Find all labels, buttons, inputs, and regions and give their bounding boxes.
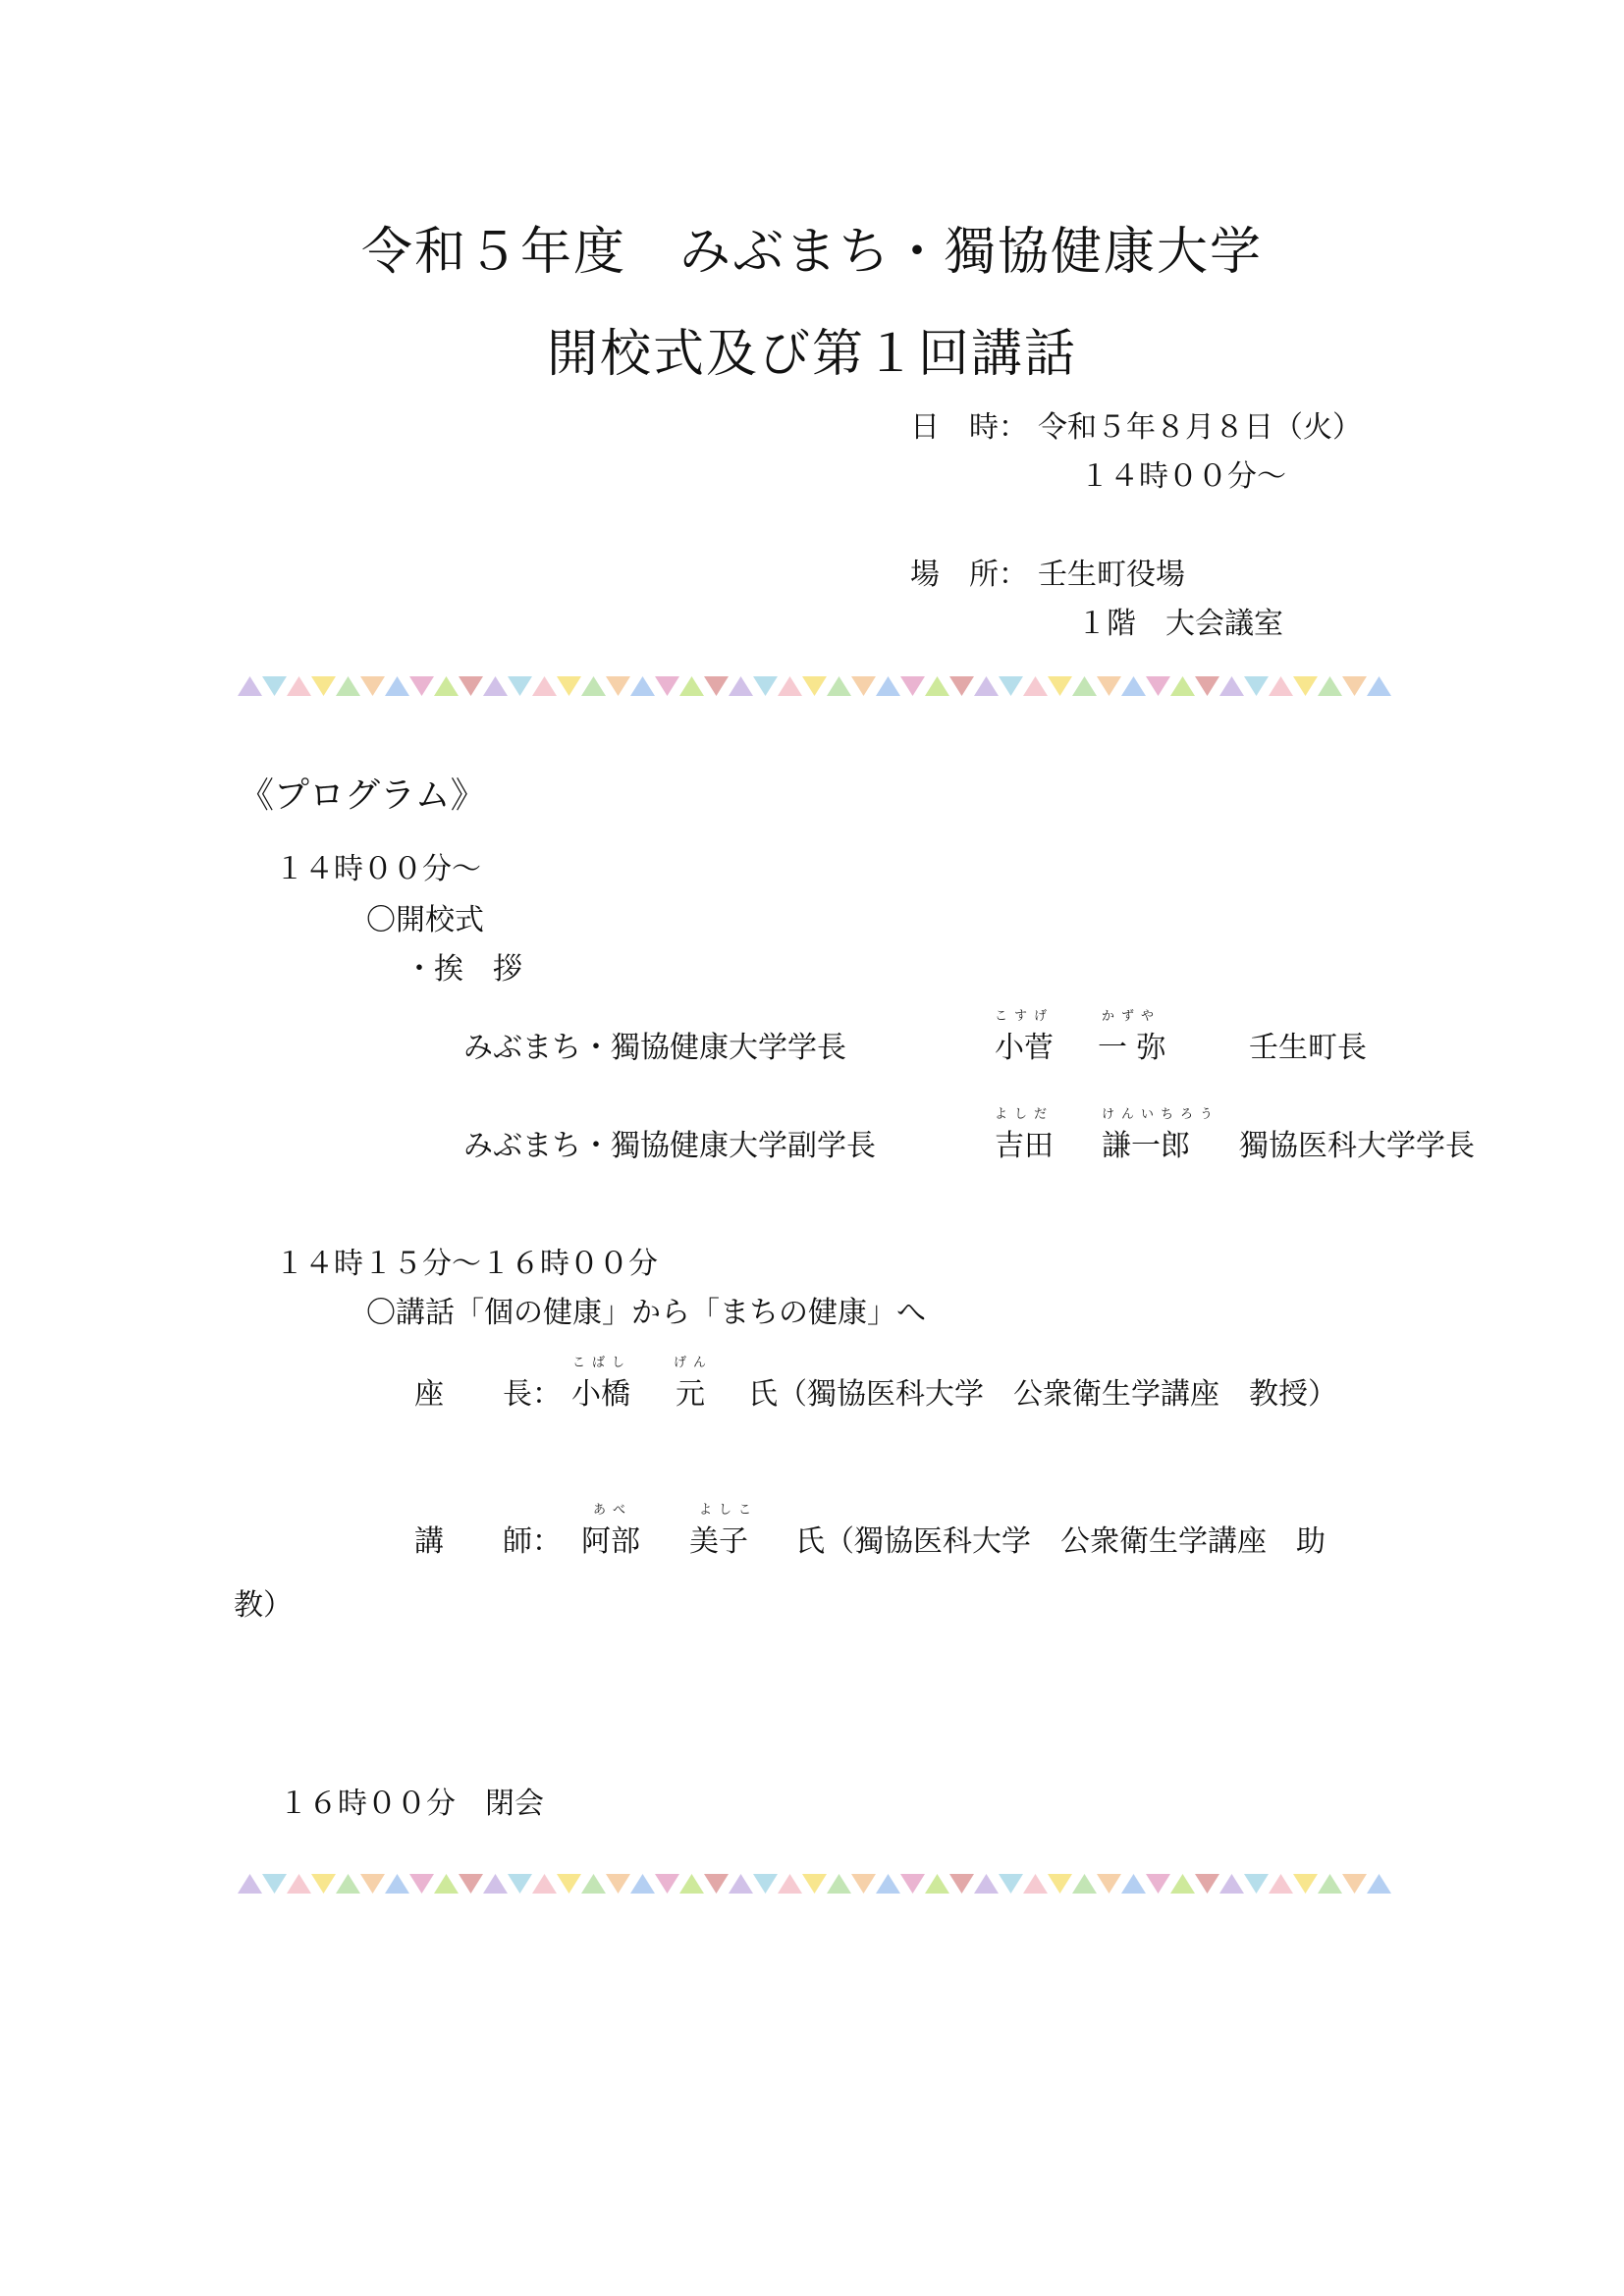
bunting-triangle bbox=[1048, 676, 1072, 696]
bunting-triangle bbox=[606, 1874, 630, 1894]
closing-time: １６時００分 閉会 bbox=[279, 1787, 544, 1821]
bunting-triangle bbox=[532, 676, 557, 696]
bunting-triangle bbox=[434, 1874, 459, 1894]
bunting-triangle bbox=[753, 1874, 778, 1894]
bunting-triangle bbox=[630, 1874, 655, 1894]
bunting-triangle bbox=[1342, 1874, 1367, 1894]
title-line-1: 令和５年度 みぶまち・獨協健康大学 bbox=[360, 223, 1263, 282]
bunting-triangle bbox=[311, 1874, 336, 1894]
vice-name-given: 謙一郎 bbox=[1102, 1129, 1190, 1163]
bunting-triangle bbox=[1342, 676, 1367, 696]
bunting-triangle bbox=[1170, 1874, 1195, 1894]
lecturer-label: 講 師： bbox=[414, 1524, 562, 1559]
president-name-family: 小菅 bbox=[995, 1031, 1054, 1065]
bunting-triangle bbox=[704, 676, 729, 696]
bunting-triangle bbox=[336, 1874, 360, 1894]
title-line-2: 開校式及び第１回講話 bbox=[546, 325, 1077, 384]
bunting-triangle bbox=[287, 1874, 311, 1894]
bunting-triangle bbox=[557, 1874, 581, 1894]
bunting-triangle bbox=[778, 1874, 802, 1894]
bunting-triangle bbox=[1269, 676, 1293, 696]
bunting-triangle bbox=[1072, 676, 1097, 696]
date-label: 日 時： bbox=[910, 410, 1028, 445]
bunting-triangle bbox=[238, 1874, 262, 1894]
room-value: １階 大会議室 bbox=[1077, 607, 1283, 641]
bunting-triangle bbox=[581, 1874, 606, 1894]
bunting-triangle bbox=[851, 1874, 876, 1894]
bunting-triangle bbox=[459, 676, 483, 696]
bunting-triangle bbox=[655, 676, 679, 696]
bunting-triangle bbox=[1023, 676, 1048, 696]
bunting-triangle bbox=[1293, 676, 1318, 696]
bunting-triangle bbox=[999, 676, 1023, 696]
lecturer-name-family: 阿部 bbox=[581, 1524, 640, 1559]
vice-title: 獨協医科大学学長 bbox=[1239, 1129, 1475, 1163]
bunting-triangle bbox=[925, 676, 949, 696]
bunting-triangle bbox=[459, 1874, 483, 1894]
lecture-title: 〇講話「個の健康」から「まちの健康」へ bbox=[366, 1296, 926, 1330]
bunting-triangle bbox=[655, 1874, 679, 1894]
president-title: 壬生町長 bbox=[1249, 1031, 1367, 1065]
bunting-triangle bbox=[1195, 676, 1219, 696]
bunting-triangle bbox=[827, 1874, 851, 1894]
bunting-triangle bbox=[1146, 676, 1170, 696]
bunting-divider-top bbox=[236, 672, 1394, 700]
time-2: １４時１５分～１６時００分 bbox=[275, 1247, 658, 1281]
bunting-triangle bbox=[557, 676, 581, 696]
bunting-triangle bbox=[900, 676, 925, 696]
lecturer-affiliation: 氏（獨協医科大学 公衆衛生学講座 助 bbox=[795, 1524, 1326, 1559]
bunting-triangle bbox=[1219, 1874, 1244, 1894]
bunting-triangle bbox=[336, 676, 360, 696]
bunting-triangle bbox=[802, 676, 827, 696]
vice-name-family: 吉田 bbox=[995, 1129, 1054, 1163]
bunting-triangle bbox=[802, 1874, 827, 1894]
bunting-triangle bbox=[1195, 1874, 1219, 1894]
bunting-triangle bbox=[1244, 1874, 1269, 1894]
bunting-triangle bbox=[1170, 676, 1195, 696]
bunting-triangle bbox=[679, 676, 704, 696]
chair-label: 座 長： bbox=[414, 1377, 562, 1412]
bunting-triangle bbox=[949, 676, 974, 696]
greeting: ・挨 拶 bbox=[405, 952, 522, 987]
bunting-triangle bbox=[1219, 676, 1244, 696]
bunting-triangle bbox=[949, 1874, 974, 1894]
bunting-divider-bottom bbox=[236, 1870, 1394, 1897]
chair-ruby-family: こばし bbox=[572, 1356, 632, 1370]
bunting-triangle bbox=[409, 676, 434, 696]
chair-name-family: 小橋 bbox=[571, 1377, 630, 1412]
bunting-triangle bbox=[630, 676, 655, 696]
lecturer-name-given: 美子 bbox=[689, 1524, 748, 1559]
bunting-triangle bbox=[1318, 1874, 1342, 1894]
bunting-triangle bbox=[1097, 1874, 1121, 1894]
bunting-triangle bbox=[679, 1874, 704, 1894]
bunting-triangle bbox=[434, 676, 459, 696]
opening-ceremony: 〇開校式 bbox=[366, 903, 484, 937]
lecturer-affiliation-cont: 教） bbox=[234, 1588, 293, 1623]
time-1: １４時００分～ bbox=[275, 852, 481, 886]
vice-ruby-given: けんいちろう bbox=[1102, 1107, 1220, 1122]
bunting-triangle bbox=[1048, 1874, 1072, 1894]
bunting-triangle bbox=[900, 1874, 925, 1894]
place-value: 壬生町役場 bbox=[1038, 558, 1185, 592]
bunting-triangle bbox=[753, 676, 778, 696]
date-value: 令和５年８月８日（火） bbox=[1038, 410, 1362, 445]
bunting-triangle bbox=[287, 676, 311, 696]
bunting-triangle bbox=[974, 1874, 999, 1894]
bunting-triangle bbox=[1121, 1874, 1146, 1894]
bunting-triangle bbox=[1023, 1874, 1048, 1894]
bunting-triangle bbox=[999, 1874, 1023, 1894]
lecturer-ruby-given: よしこ bbox=[699, 1503, 759, 1518]
bunting-triangle bbox=[1121, 676, 1146, 696]
bunting-triangle bbox=[876, 1874, 900, 1894]
bunting-triangle bbox=[1072, 1874, 1097, 1894]
bunting-triangle bbox=[876, 676, 900, 696]
bunting-triangle bbox=[532, 1874, 557, 1894]
president-role: みぶまち・獨協健康大学学長 bbox=[463, 1031, 846, 1065]
program-heading: 《プログラム》 bbox=[239, 775, 486, 816]
bunting-triangle bbox=[508, 1874, 532, 1894]
bunting-triangle bbox=[385, 1874, 409, 1894]
bunting-triangle bbox=[508, 676, 532, 696]
vice-ruby-family: よしだ bbox=[995, 1107, 1055, 1122]
chair-name-given: 元 bbox=[676, 1377, 705, 1412]
bunting-triangle bbox=[1269, 1874, 1293, 1894]
bunting-triangle bbox=[827, 676, 851, 696]
bunting-triangle bbox=[778, 676, 802, 696]
vice-role: みぶまち・獨協健康大学副学長 bbox=[463, 1129, 876, 1163]
bunting-triangle bbox=[1367, 1874, 1391, 1894]
bunting-triangle bbox=[1367, 676, 1391, 696]
bunting-triangle bbox=[704, 1874, 729, 1894]
bunting-triangle bbox=[1097, 676, 1121, 696]
bunting-triangle bbox=[360, 676, 385, 696]
bunting-triangle bbox=[606, 676, 630, 696]
president-ruby-family: こすげ bbox=[995, 1009, 1055, 1024]
bunting-triangle bbox=[360, 1874, 385, 1894]
bunting-triangle bbox=[729, 1874, 753, 1894]
president-name-given: 一 弥 bbox=[1098, 1031, 1166, 1065]
bunting-triangle bbox=[409, 1874, 434, 1894]
place-label: 場 所： bbox=[910, 558, 1028, 592]
bunting-triangle bbox=[262, 676, 287, 696]
bunting-triangle bbox=[311, 676, 336, 696]
bunting-triangle bbox=[925, 1874, 949, 1894]
bunting-triangle bbox=[1293, 1874, 1318, 1894]
bunting-triangle bbox=[851, 676, 876, 696]
time-value: １４時００分～ bbox=[1080, 459, 1286, 494]
bunting-triangle bbox=[238, 676, 262, 696]
bunting-triangle bbox=[262, 1874, 287, 1894]
lecturer-ruby-family: あべ bbox=[593, 1503, 633, 1518]
bunting-triangle bbox=[385, 676, 409, 696]
bunting-triangle bbox=[974, 676, 999, 696]
bunting-triangle bbox=[483, 676, 508, 696]
chair-affiliation: 氏（獨協医科大学 公衆衛生学講座 教授） bbox=[748, 1377, 1337, 1412]
bunting-triangle bbox=[483, 1874, 508, 1894]
president-ruby-given: かずや bbox=[1102, 1009, 1162, 1024]
bunting-triangle bbox=[1244, 676, 1269, 696]
bunting-triangle bbox=[1318, 676, 1342, 696]
bunting-triangle bbox=[1146, 1874, 1170, 1894]
chair-ruby-given: げん bbox=[674, 1356, 714, 1370]
bunting-triangle bbox=[729, 676, 753, 696]
bunting-triangle bbox=[581, 676, 606, 696]
